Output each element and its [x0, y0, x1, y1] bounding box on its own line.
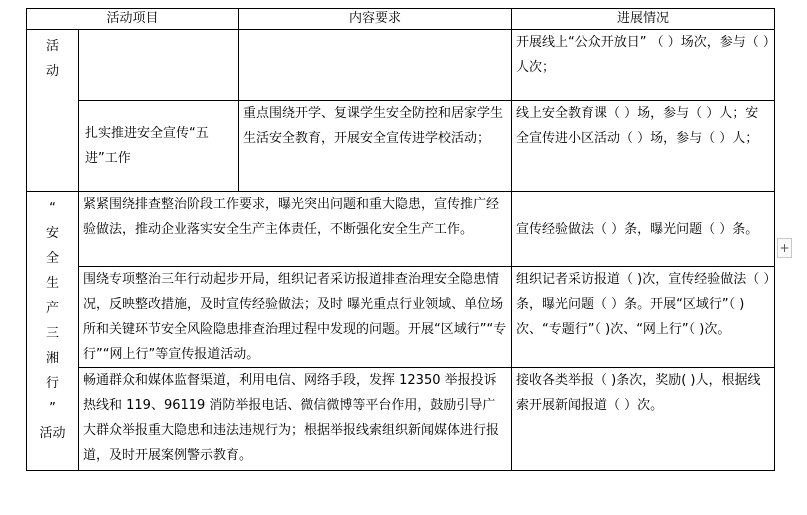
header-row: [27, 9, 775, 30]
activity-table: [26, 8, 775, 471]
group2-row-a-content: 紧紧围绕排查整治阶段工作要求，曝光突出问题和重大隐患，宣传推广经验做法，推动企业落实安全生产主体责任，不断强化安全生产工作。: [79, 192, 512, 267]
group1-row-a-progress: 开展线上“公众开放日” （ ）场次，参与（ ）人次；: [512, 30, 775, 101]
table-row: [27, 368, 775, 471]
header-activity: 活动项目: [27, 9, 239, 30]
group2-label: “ 安 全 生 产 三 湘 行 ” 活动: [27, 192, 79, 471]
table-row: [27, 267, 775, 368]
add-row-button[interactable]: +: [777, 238, 792, 258]
table-row: [27, 192, 775, 267]
header-progress: 进展情况: [512, 9, 775, 30]
table-row: [27, 101, 775, 192]
header-content: 内容要求: [239, 9, 512, 30]
group1-row-a-content: [239, 30, 512, 101]
group2-row-b-progress: 组织记者采访报道（ )次，宣传经验做法（ ）条，曝光问题（ ）条。开展“区域行”（ )次、“专题行”（ )次、“网上行”（ )次。: [512, 267, 775, 368]
group1-row-b-content: 重点围绕开学、复课学生安全防控和居家学生生活安全教育，开展安全宣传进学校活动；: [239, 101, 512, 192]
group1-row-b-progress: 线上安全教育课（ ）场，参与（ ）人；安全宣传进小区活动（ ）场，参与（ ）人；: [512, 101, 775, 192]
group2-row-b-content: 围绕专项整治三年行动起步开局，组织记者采访报道排查治理安全隐患情况，反映整改措施，及时宣传经验做法；及时 曝光重点行业领域、单位场所和关键环节安全风险隐患排查治理过程中发现的问题。开展“区域行”“专行”“网上行”等宣传报道活动。: [79, 267, 512, 368]
group2-row-c-content: 畅通群众和媒体监督渠道，利用电信、网络手段，发挥 12350 举报投诉热线和 119、96119 消防举报电话、微信微博等平台作用，鼓励引导广大群众举报重大隐患和违法违规行为；根据举报线索组织新闻媒体进行报道，及时开展案例警示教育。: [79, 368, 512, 471]
group1-row-b-item: 扎实推进安全宣传“五进”工作: [79, 101, 239, 192]
group1-label: 活 动: [27, 30, 79, 192]
group1-row-a-item: [79, 30, 239, 101]
table-row: [27, 30, 775, 101]
group2-row-c-progress: 接收各类举报（ )条次，奖励( )人，根据线索开展新闻报道（ ）次。: [512, 368, 775, 471]
group2-row-a-progress: 宣传经验做法（ ）条，曝光问题（ ）条。: [512, 192, 775, 267]
